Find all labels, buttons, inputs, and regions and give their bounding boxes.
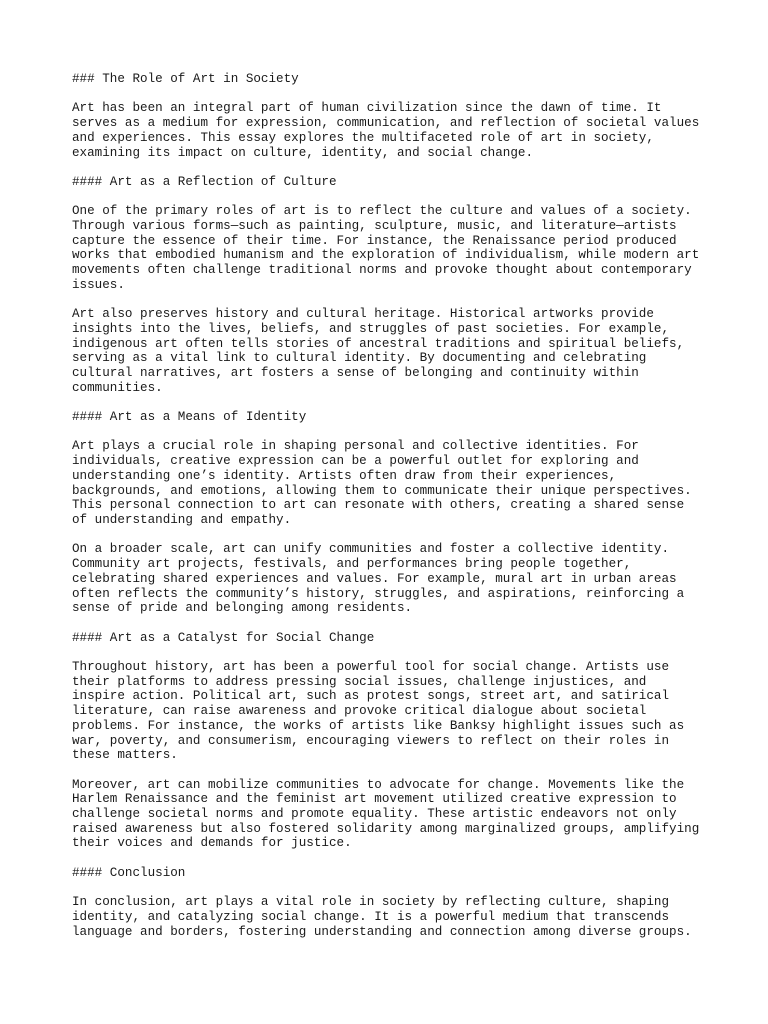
paragraph: Moreover, art can mobilize communities to advocate for change. Movements like the Harlem Renaissance and the feminist art movement utilized creative expression to challenge societal norms and promote equality. These artistic endeavors not only raised awareness but also fostered solidarity among marginalized groups, amplifying their voices and demands for justice. — [72, 777, 700, 851]
document-page — [72, 72, 712, 954]
section-heading: #### Art as a Means of Identity — [72, 410, 307, 425]
section-culture — [72, 175, 712, 396]
paragraph: Art also preserves history and cultural heritage. Historical artworks provide insights into the lives, beliefs, and struggles of past societies. For example, indigenous art often tells stories of ancestral traditions and spiritual beliefs, serving as a vital link to cultural identity. By documenting and celebrating cultural narratives, art fosters a sense of belonging and continuity within communities. — [72, 307, 685, 395]
paragraph: One of the primary roles of art is to reflect the culture and values of a society. Through various forms—such as painting, sculpture, music, and literature—artists capture the essence of their time. For instance, the Renaissance period produced works that embodied humanism and the exploration of individualism, while modern art movements often challenge traditional norms and provoke thought about contemporary issues. — [72, 204, 700, 292]
section-identity — [72, 410, 712, 616]
section-social-change — [72, 631, 712, 852]
section-conclusion — [72, 866, 712, 940]
section-heading: #### Conclusion — [72, 865, 186, 880]
paragraph: Art plays a crucial role in shaping personal and collective identities. For individuals, creative expression can be a powerful outlet for exploring and understanding one’s identity. Artists often draw from their experiences, backgrounds, and emotions, allowing them to communicate their unique perspectives. This personal connection to art can resonate with others, creating a shared sense of understanding and empathy. — [72, 439, 692, 527]
intro-paragraph: Art has been an integral part of human civilization since the dawn of time. It serves as a medium for expression, communication, and reflection of societal values and experiences. This essay explores the multifaceted role of art in society, examining its impact on culture, identity, and social change. — [72, 101, 700, 160]
document-title: ### The Role of Art in Society — [72, 72, 299, 86]
paragraph: On a broader scale, art can unify communities and foster a collective identity. Community art projects, festivals, and performances bring people together, celebrating shared experiences and values. For example, mural art in urban areas often reflects the community’s history, struggles, and aspirations, reinforcing a sense of pride and belonging among residents. — [72, 542, 685, 616]
section-heading: #### Art as a Catalyst for Social Change — [72, 630, 375, 645]
paragraph: In conclusion, art plays a vital role in society by reflecting culture, shaping identity, and catalyzing social change. It is a powerful medium that transcends language and borders, fostering understanding and connection among diverse groups. — [72, 895, 692, 939]
paragraph: Throughout history, art has been a powerful tool for social change. Artists use their platforms to address pressing social issues, challenge injustices, and inspire action. Political art, such as protest songs, street art, and satirical literature, can raise awareness and provoke critical dialogue about societal problems. For instance, the works of artists like Banksy highlight issues such as war, poverty, and consumerism, encouraging viewers to reflect on their roles in these matters. — [72, 659, 685, 763]
section-heading: #### Art as a Reflection of Culture — [72, 174, 337, 189]
